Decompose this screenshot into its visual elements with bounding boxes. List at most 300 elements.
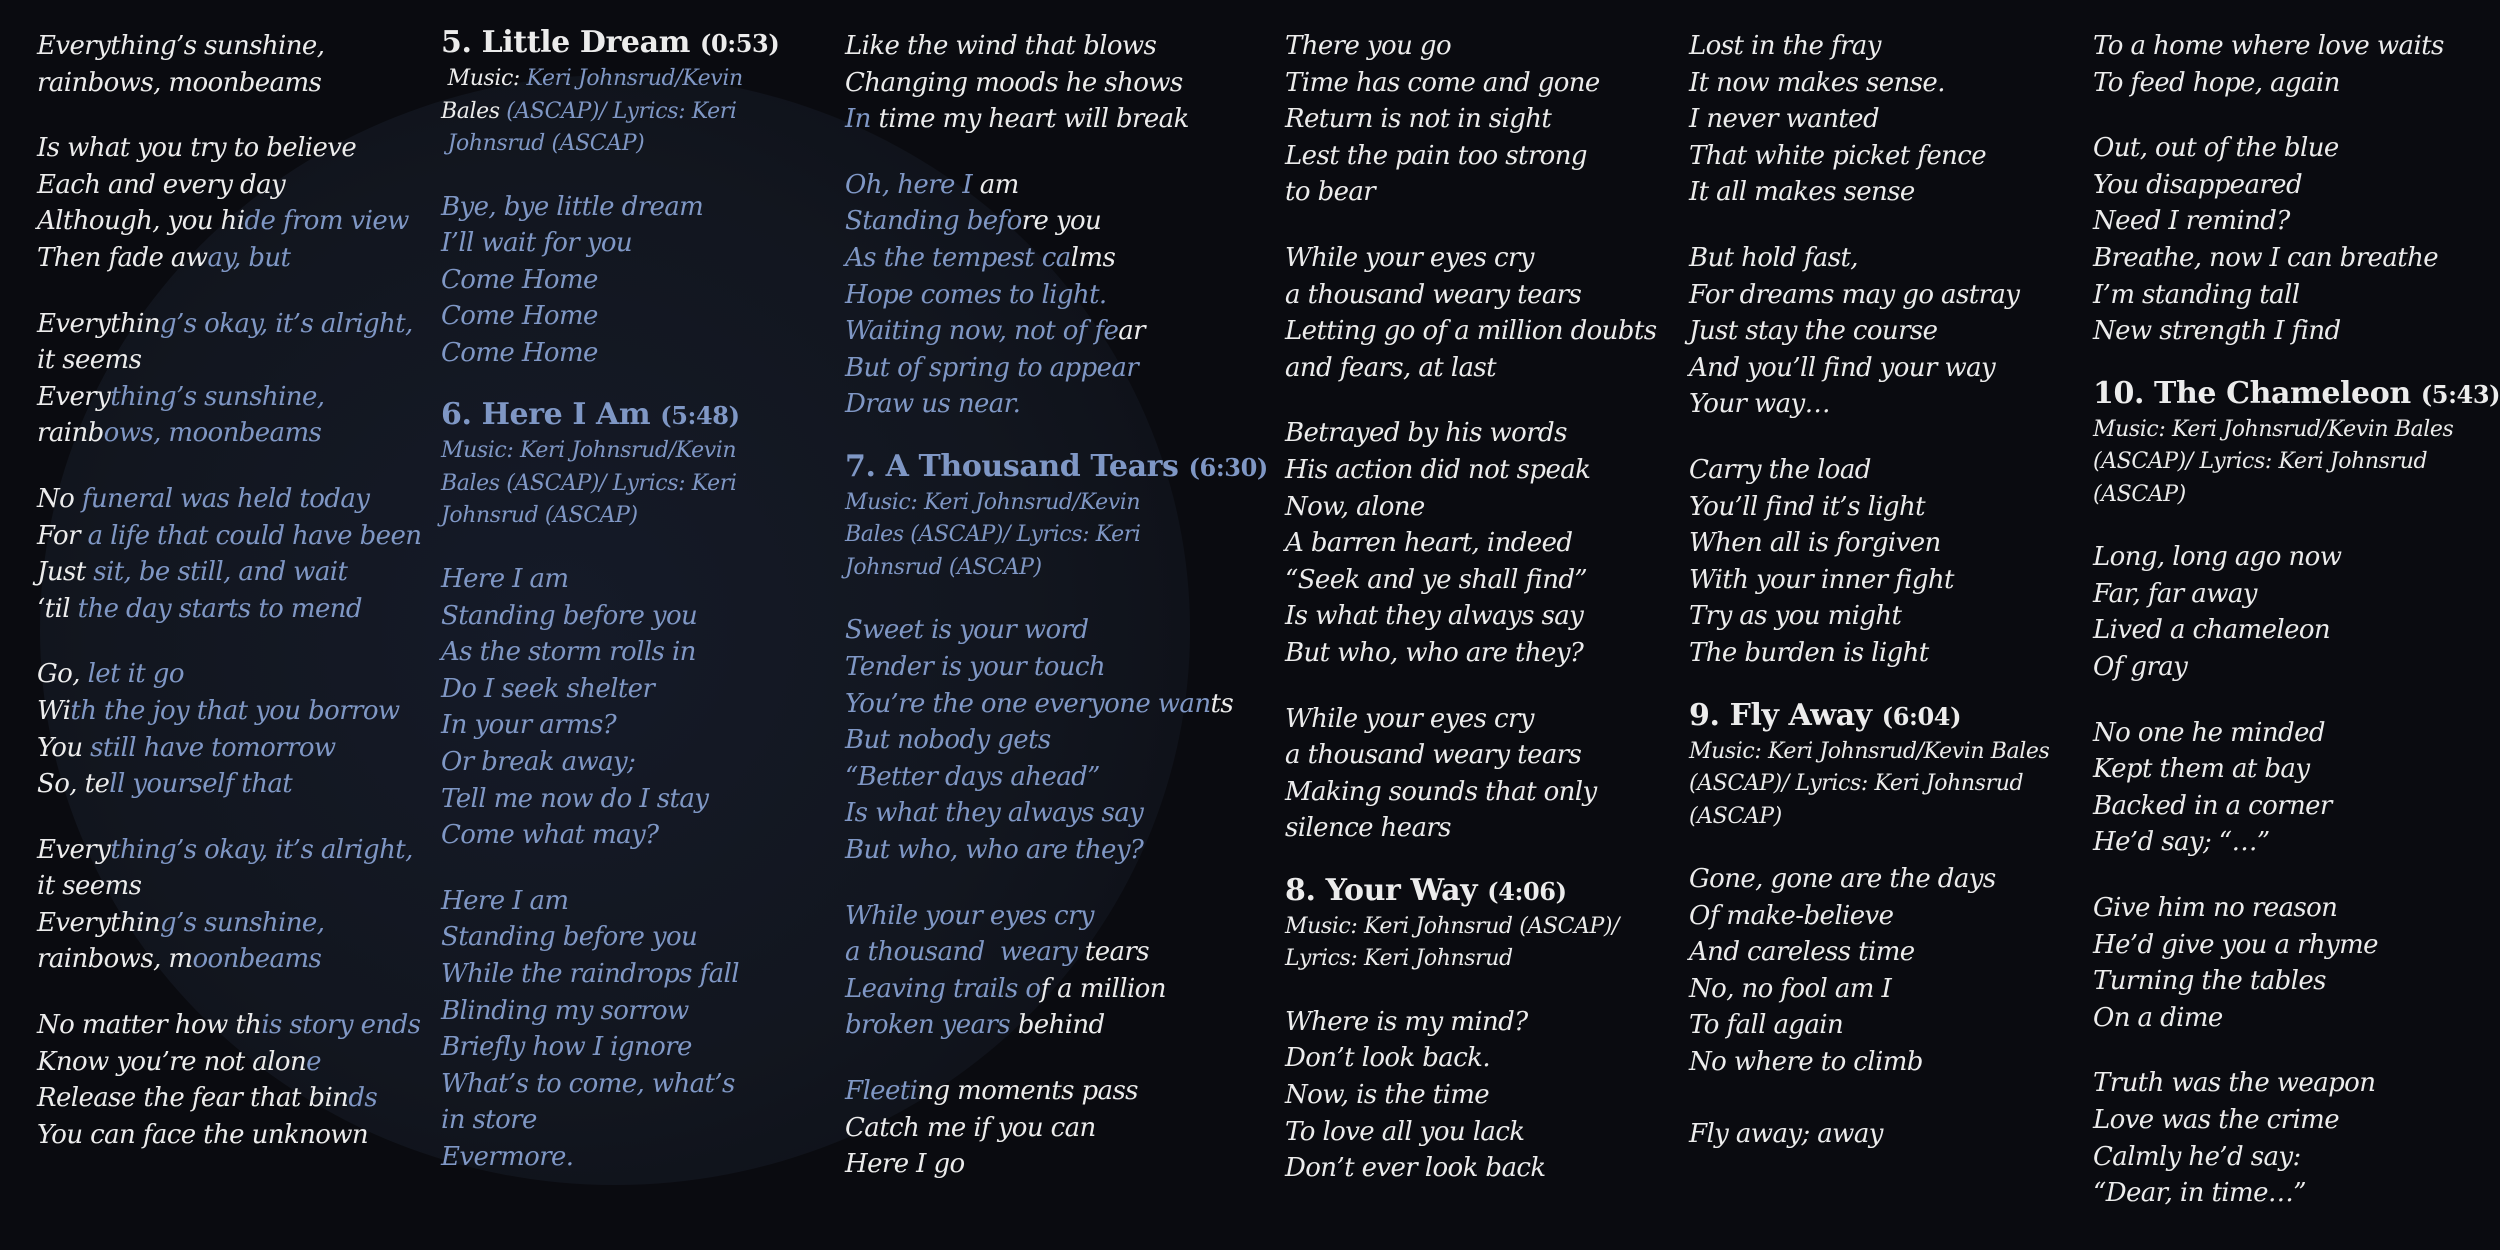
credits-line — [2093, 414, 2500, 447]
lyric-segment: Tell me now do I stay — [441, 783, 709, 814]
lyric-segment: Bales (ASCAP)/ Lyrics: Keri — [441, 470, 737, 496]
song-duration: (6:30) — [1188, 452, 1268, 482]
lyric-segment: No where to climb — [1689, 1046, 1923, 1077]
lyric-segment: But of spring to appear — [845, 352, 1139, 383]
lyric-stanza — [2093, 28, 2500, 101]
lyric-line — [845, 612, 1268, 649]
lyric-line — [37, 167, 421, 204]
lyric-segment: Love was the crime — [2093, 1104, 2340, 1135]
lyric-segment: Music: Keri Johnsrud/Kevin Bales — [1689, 738, 2050, 764]
lyric-segment: Here I am — [441, 563, 569, 594]
lyric-line — [441, 1139, 779, 1176]
lyric-segment: Long, long ago now — [2093, 542, 2342, 573]
lyric-segment: de from view — [244, 206, 409, 237]
lyric-line — [441, 335, 779, 372]
lyrics-column-2 — [441, 25, 780, 1204]
credits-line — [1689, 768, 2049, 801]
lyric-line — [2093, 751, 2500, 788]
lyric-segment: lms — [1070, 242, 1116, 273]
lyric-segment: His action did not speak — [1285, 454, 1591, 485]
lyric-stanza — [1689, 861, 2049, 1081]
lyric-line — [441, 781, 779, 818]
lyric-line — [1285, 737, 1656, 774]
lyric-stanza — [37, 481, 421, 627]
lyric-segment: But nobody gets — [845, 725, 1051, 756]
lyric-line — [1689, 240, 2049, 277]
lyric-line — [845, 759, 1268, 796]
lyric-segment: Release the fear that bin — [37, 1083, 349, 1114]
lyric-segment: Keri Johnsrud/Kevin — [526, 66, 743, 91]
lyric-stanza — [37, 306, 421, 452]
lyric-segment: When all is forgiven — [1689, 528, 1941, 559]
lyric-line — [2093, 824, 2500, 861]
lyric-segment: Bales (ASCAP)/ Lyrics: Keri — [845, 522, 1141, 548]
lyric-line — [1285, 101, 1656, 138]
lyric-line — [2093, 576, 2500, 613]
lyric-segment: Fleeti — [845, 1075, 918, 1106]
lyric-segment: The burden is light — [1689, 637, 1929, 668]
lyric-line — [845, 28, 1268, 65]
lyric-segment: (ASCAP)/ Lyrics: Keri Johnsrud — [2093, 449, 2428, 475]
lyric-line — [441, 298, 779, 335]
lyric-segment: Truth was the weapon — [2093, 1068, 2376, 1099]
lyric-line — [2093, 963, 2500, 1000]
lyric-line — [37, 554, 421, 591]
lyric-segment: While your eyes cry — [1285, 242, 1534, 273]
lyric-segment: Oh, here I — [845, 169, 980, 200]
lyric-segment: As the tempest ca — [845, 242, 1071, 273]
lyric-line — [1689, 898, 2049, 935]
lyric-line — [37, 240, 421, 277]
lyric-segment: Turning the tables — [2093, 966, 2326, 997]
lyric-segment: Briefly how I ignore — [441, 1032, 692, 1063]
lyric-segment: Or break away; — [441, 746, 636, 777]
lyric-segment: “Seek and ye shall find” — [1285, 564, 1588, 595]
lyric-line — [1689, 350, 2049, 387]
lyric-line — [37, 518, 421, 555]
lyric-line — [2093, 130, 2500, 167]
lyric-line — [441, 744, 779, 781]
lyric-segment: While the raindrops fall — [441, 958, 739, 989]
lyric-segment: and fears, at last — [1285, 352, 1496, 383]
lyric-stanza — [2093, 130, 2500, 350]
lyric-segment: rainbows, moonbeams — [37, 67, 322, 98]
lyric-stanza — [441, 883, 779, 1176]
lyric-line — [1689, 598, 2049, 635]
lyric-line — [1285, 701, 1656, 738]
lyric-line — [37, 656, 421, 693]
lyric-line — [1689, 1116, 2049, 1153]
credits-line — [845, 552, 1268, 585]
lyric-line — [1689, 313, 2049, 350]
credits-line — [441, 96, 779, 129]
lyric-line — [845, 722, 1268, 759]
lyric-segment: Johnsrud (ASCAP) — [845, 554, 1042, 580]
song-credits — [845, 487, 1268, 585]
song-title — [845, 448, 1268, 487]
lyric-segment: the day starts to mend — [77, 593, 362, 624]
lyric-segment: But hold fast, — [1689, 242, 1858, 273]
credits-line — [845, 487, 1268, 520]
lyric-line — [37, 832, 421, 869]
lyric-segment: Time has come and gone — [1285, 67, 1600, 98]
lyric-segment: Bales — [441, 98, 507, 124]
lyric-segment: No — [37, 483, 82, 514]
lyric-segment: There you go — [1285, 31, 1452, 61]
lyric-segment: Every — [37, 834, 111, 865]
lyric-segment: Carry the load — [1689, 454, 1871, 485]
lyric-segment: You — [37, 732, 91, 763]
lyric-stanza — [1689, 240, 2049, 423]
lyric-line — [1285, 489, 1656, 526]
lyric-line — [1285, 1114, 1656, 1151]
lyric-segment: Each and every day — [37, 169, 286, 200]
lyric-segment: Don’t ever look back — [1285, 1153, 1546, 1184]
lyric-segment: Bye, bye little dream — [441, 191, 704, 222]
lyric-segment: I’m standing tall — [2093, 279, 2300, 310]
lyric-line — [1285, 810, 1656, 847]
lyric-segment: Gone, gone are the days — [1689, 864, 1996, 894]
song-duration: (0:53) — [700, 29, 780, 58]
lyric-line — [37, 591, 421, 628]
lyric-line — [1285, 635, 1656, 672]
lyric-line — [1285, 277, 1656, 314]
lyric-segment: broken years — [845, 1010, 1011, 1041]
lyric-segment: While your eyes cry — [1285, 703, 1534, 734]
lyric-line — [1689, 138, 2049, 175]
lyric-segment: Of gray — [2093, 652, 2188, 683]
lyric-segment: You’re the one everyone wan — [845, 688, 1211, 719]
lyrics-column-3 — [845, 28, 1268, 1212]
lyric-line — [37, 65, 421, 102]
lyric-line — [845, 386, 1268, 423]
lyric-segment: So, te — [37, 769, 110, 800]
lyric-segment: Come Home — [441, 301, 598, 332]
lyric-line — [1689, 489, 2049, 526]
lyric-line — [2093, 167, 2500, 204]
lyric-segment: Lost in the fray — [1689, 31, 1881, 61]
lyric-segment: Give him no reason — [2093, 893, 2338, 923]
lyric-line — [1689, 525, 2049, 562]
credits-line — [441, 500, 779, 533]
lyric-stanza — [1285, 701, 1656, 847]
lyric-segment: a thousand weary — [845, 937, 1078, 968]
lyric-segment: (ASCAP)/ Lyrics: Keri Johnsrud — [1689, 771, 2024, 796]
lyric-line — [845, 898, 1268, 935]
song-title — [441, 396, 779, 435]
lyric-stanza — [845, 1073, 1268, 1183]
lyric-segment: a thousand weary tears — [1285, 279, 1582, 310]
lyric-segment: And careless time — [1689, 937, 1915, 968]
lyric-segment: thing’s sunshine, — [110, 381, 325, 412]
credits-line — [2093, 446, 2500, 479]
song-title-name: 7. A Thousand Tears — [845, 448, 1179, 484]
lyric-segment: (ASCAP) — [1689, 803, 1782, 829]
lyric-segment: behind — [1010, 1010, 1105, 1041]
credits-line — [845, 519, 1268, 552]
lyric-segment: Johnsrud (ASCAP) — [441, 131, 645, 156]
lyric-line — [441, 1066, 779, 1103]
lyric-segment: Go, — [37, 659, 88, 690]
lyric-segment: it seems — [37, 871, 142, 902]
lyric-segment: oonbeams — [192, 944, 322, 975]
lyric-line — [37, 766, 421, 803]
lyric-line — [1285, 415, 1656, 452]
lyric-line — [845, 795, 1268, 832]
lyric-segment: rainb — [37, 418, 104, 449]
lyrics-column-5 — [1689, 28, 2049, 1181]
lyric-line — [1285, 452, 1656, 489]
lyric-line — [37, 1080, 421, 1117]
lyric-stanza — [1689, 1116, 2049, 1153]
song-credits — [441, 63, 779, 161]
lyric-segment: (ASCAP)/ Lyrics: Keri — [506, 98, 737, 124]
lyric-line — [1285, 525, 1656, 562]
lyric-line — [845, 313, 1268, 350]
lyric-segment: For dreams may go astray — [1689, 279, 2020, 310]
lyric-segment: g’s okay, it’s alright, — [160, 308, 413, 339]
lyric-segment: Is what you try to believe — [37, 133, 357, 164]
lyric-segment: Just stay the course — [1689, 316, 1938, 347]
song-title — [441, 24, 779, 63]
lyric-segment: It all makes sense — [1689, 177, 1915, 208]
lyric-segment: Need I remind? — [2093, 206, 2290, 237]
song-title — [1689, 697, 2049, 736]
lyric-line — [1689, 65, 2049, 102]
lyric-segment: Here I am — [441, 885, 569, 916]
lyric-segment: As the storm rolls in — [441, 637, 696, 668]
lyric-segment: to bear — [1285, 177, 1376, 208]
lyric-segment: Evermore. — [441, 1141, 574, 1172]
lyric-segment: (ASCAP) — [2093, 481, 2186, 507]
lyric-segment: funeral was held today — [81, 483, 370, 514]
lyric-segment: I’ll wait for you — [441, 228, 633, 259]
lyric-line — [37, 306, 421, 343]
lyric-line — [37, 941, 421, 978]
lyric-segment: But who, who are they? — [845, 835, 1144, 865]
lyric-stanza — [441, 561, 779, 854]
lyric-segment: Music: — [441, 66, 527, 91]
lyric-line — [2093, 1000, 2500, 1037]
lyric-line — [1285, 138, 1656, 175]
lyric-segment: Do I seek shelter — [441, 673, 655, 704]
lyric-line — [2093, 649, 2500, 686]
lyric-segment: Lest the pain too strong — [1285, 140, 1587, 171]
lyric-segment: ar — [1118, 316, 1145, 347]
lyric-segment: What’s to come, what’s — [441, 1068, 735, 1099]
lyric-segment: I never wanted — [1689, 104, 1880, 135]
lyrics-column-4 — [1285, 28, 1656, 1216]
lyric-segment: ds — [348, 1083, 378, 1114]
lyric-segment: Catch me if you can — [845, 1112, 1096, 1143]
lyric-segment: New strength I find — [2093, 316, 2341, 347]
lyric-line — [441, 1029, 779, 1066]
lyric-segment: g’s sunshine, — [160, 907, 325, 938]
lyric-stanza — [441, 189, 779, 372]
lyric-segment: No one he minded — [2093, 717, 2325, 748]
lyric-stanza — [37, 656, 421, 802]
lyric-line — [2093, 715, 2500, 752]
lyric-segment: Tender is your touch — [845, 652, 1106, 683]
credits-line — [441, 128, 779, 161]
lyric-segment: Everythin — [37, 907, 161, 938]
lyric-line — [2093, 927, 2500, 964]
lyric-segment: For — [37, 520, 88, 551]
lyric-line — [1285, 1004, 1656, 1041]
lyric-line — [845, 350, 1268, 387]
lyric-segment: Johnsrud (ASCAP) — [441, 503, 638, 529]
credits-line — [441, 468, 779, 501]
lyric-line — [37, 1117, 421, 1154]
lyric-line — [845, 65, 1268, 102]
lyric-segment: Come what may? — [441, 820, 659, 851]
lyric-segment: Music: Keri Johnsrud (ASCAP)/ — [1285, 913, 1620, 939]
lyric-line — [441, 817, 779, 854]
lyric-line — [1285, 562, 1656, 599]
lyric-segment: Hope comes to light. — [845, 279, 1107, 310]
lyric-line — [441, 883, 779, 920]
lyric-line — [37, 1007, 421, 1044]
lyric-line — [1285, 65, 1656, 102]
lyric-segment: th the joy that you borrow — [70, 695, 400, 726]
lyric-segment: Every — [37, 381, 111, 412]
song-title — [2093, 375, 2500, 414]
lyric-segment: Now, is the time — [1285, 1080, 1490, 1111]
lyric-line — [37, 905, 421, 942]
lyric-line — [441, 598, 779, 635]
lyric-segment: Letting go of a million doubts — [1285, 316, 1657, 347]
lyric-segment: He’d give you a rhyme — [2093, 929, 2378, 960]
lyric-segment: Try as you might — [1689, 601, 1902, 632]
song-duration: (5:43) — [2420, 379, 2500, 409]
lyric-stanza — [2093, 715, 2500, 861]
lyric-line — [845, 240, 1268, 277]
lyric-segment: You’ll find it’s light — [1689, 491, 1925, 522]
lyric-segment: Everything’s sunshine, — [37, 31, 325, 61]
lyric-line — [845, 203, 1268, 240]
lyric-line — [1285, 240, 1656, 277]
lyric-line — [1285, 1077, 1656, 1114]
lyric-segment: let it go — [87, 659, 184, 690]
lyric-segment: Lyrics: Keri Johnsrud — [1285, 946, 1513, 972]
lyric-line — [2093, 788, 2500, 825]
lyric-line — [2093, 28, 2500, 65]
lyric-segment: ng moments pass — [917, 1075, 1138, 1106]
lyric-segment: And you’ll find your way — [1689, 352, 1996, 383]
lyric-segment: ll yourself that — [109, 769, 293, 800]
lyric-segment: tears — [1077, 937, 1149, 968]
lyric-segment: Standing before you — [441, 922, 698, 953]
song-duration: (5:48) — [660, 401, 740, 431]
lyric-segment: In your arms? — [441, 710, 617, 741]
lyric-line — [1689, 1044, 2049, 1081]
lyric-stanza — [1285, 1004, 1656, 1187]
lyric-segment: Backed in a corner — [2093, 790, 2332, 821]
lyric-stanza — [37, 28, 421, 101]
lyric-segment: Is what they always say — [1285, 601, 1584, 632]
lyric-line — [845, 1110, 1268, 1147]
lyric-segment: a life that could have been — [87, 520, 422, 551]
lyric-segment: It now makes sense. — [1689, 67, 1945, 98]
lyric-stanza — [37, 130, 421, 276]
lyric-segment: Kept them at bay — [2093, 754, 2310, 785]
lyric-segment: Music: Keri Johnsrud/Kevin Bales — [2093, 416, 2454, 442]
lyric-segment: Out, out of the blue — [2093, 133, 2339, 164]
lyric-segment: Changing moods he shows — [845, 67, 1183, 98]
lyric-segment: Making sounds that only — [1285, 776, 1597, 807]
lyric-segment: silence hears — [1285, 813, 1451, 844]
song-credits — [1285, 911, 1656, 976]
lyric-segment: am — [979, 169, 1019, 200]
lyric-segment: No, no fool am I — [1689, 973, 1892, 1004]
lyric-line — [37, 481, 421, 518]
lyric-line — [37, 342, 421, 379]
lyrics-column-1 — [37, 28, 421, 1182]
lyric-stanza — [845, 612, 1268, 868]
lyric-segment: Waiting now, not of fe — [845, 316, 1119, 347]
lyric-stanza — [1285, 28, 1656, 211]
lyric-line — [845, 649, 1268, 686]
lyric-segment: Calmly he’d say: — [2093, 1141, 2301, 1172]
lyric-line — [845, 167, 1268, 204]
lyric-line — [845, 101, 1268, 138]
lyric-segment: Your way… — [1689, 389, 1831, 420]
lyric-segment: ows, moonbeams — [103, 418, 322, 449]
lyric-segment: No matter how th — [37, 1010, 262, 1041]
lyric-segment: Breathe, now I can breathe — [2093, 242, 2438, 273]
lyric-stanza — [2093, 1065, 2500, 1211]
lyric-segment: thing’s okay, it’s alright, — [110, 834, 413, 865]
lyric-segment: Draw us near. — [845, 389, 1021, 420]
lyric-segment: Don’t look back. — [1285, 1043, 1490, 1074]
lyric-line — [441, 1102, 779, 1139]
lyric-line — [1285, 174, 1656, 211]
credits-line — [1285, 911, 1656, 944]
credits-line — [2093, 479, 2500, 512]
lyric-line — [441, 956, 779, 993]
lyric-segment: Everythin — [37, 308, 161, 339]
lyric-segment: Like the wind that blows — [845, 31, 1157, 61]
lyric-line — [2093, 1139, 2500, 1176]
lyric-line — [845, 277, 1268, 314]
lyric-line — [845, 934, 1268, 971]
lyric-line — [1689, 1007, 2049, 1044]
lyric-line — [1689, 562, 2049, 599]
song-duration: (6:04) — [1881, 701, 1962, 731]
lyric-line — [845, 1073, 1268, 1110]
lyric-line — [2093, 612, 2500, 649]
lyric-stanza — [845, 28, 1268, 138]
song-credits — [2093, 414, 2500, 512]
lyric-line — [441, 707, 779, 744]
lyric-segment: Just — [37, 557, 94, 588]
lyric-segment: Although, you hi — [37, 206, 245, 237]
lyric-segment: Return is not in sight — [1285, 104, 1552, 135]
lyric-line — [37, 130, 421, 167]
lyric-line — [37, 379, 421, 416]
lyric-line — [845, 971, 1268, 1008]
lyric-line — [1689, 101, 2049, 138]
song-title-name: 10. The Chameleon — [2093, 375, 2411, 411]
lyric-segment: Is what they always say — [845, 798, 1144, 829]
lyric-segment: Wi — [37, 695, 71, 726]
lyric-segment: A barren heart, indeed — [1285, 528, 1573, 559]
lyric-line — [845, 1007, 1268, 1044]
lyric-line — [37, 1044, 421, 1081]
lyric-line — [1285, 28, 1656, 65]
lyric-line — [845, 686, 1268, 723]
lyric-segment: Know you’re not alon — [37, 1046, 307, 1077]
